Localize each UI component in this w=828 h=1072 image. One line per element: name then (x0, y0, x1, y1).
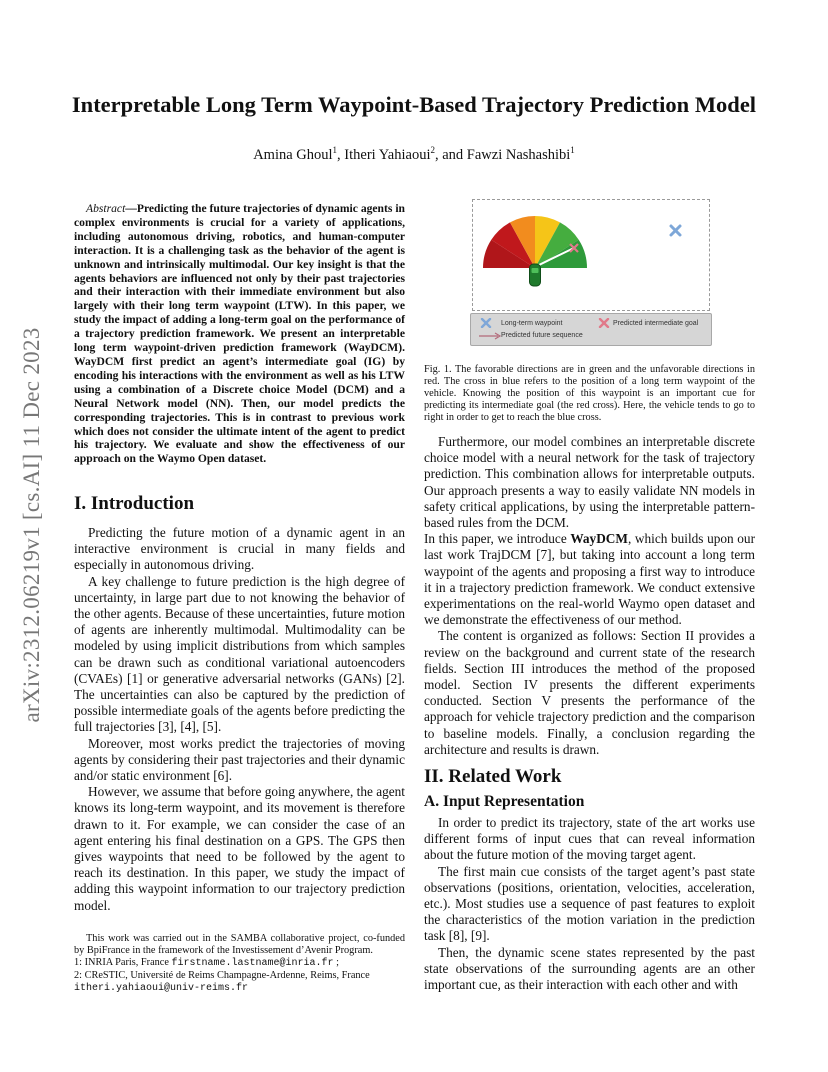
figure-1-drawing (473, 200, 709, 310)
author-list (60, 145, 768, 164)
author-1: Amina Ghoul (253, 146, 333, 163)
related-work-body (424, 815, 755, 993)
long-term-waypoint-cross-icon (671, 226, 680, 235)
legend-future-sequence: Predicted future sequence (501, 332, 583, 339)
author-and: , and (434, 146, 467, 163)
arxiv-id: arXiv:2312.06219v1 [cs.AI] 11 Dec 2023 (19, 327, 44, 723)
footnote-funding: This work was carried out in the SAMBA collaborative project, co-funded by BpiFrance in the framework of the Investissement d’Avenir Program. (74, 933, 405, 956)
abstract-text: Predicting the future trajectories of dynamic agents in complex environments is crucial for a variety of applications, including autonomous driving, robotics, and human-computer interaction. It is a challenging task as the behavior of the agent is unknown and intrinsically multimodal. Our key insight is that the agents behaviors are influenced not only by their past trajectories and their interaction with their immediate environment but also largely with their long term waypoint (LTW). In this paper, we study the impact of adding a long-term goal on the performance of a trajectory prediction framework. We present an interpretable long term waypoint-driven prediction framework (WayDCM). WayDCM first predict an agent’s intermediate goal (IG) by encoding his interactions with the environment as well as his LTW using a combination of a Discrete choice Model (DCM) and a Neural Network model (NN). Then, our model predicts the corresponding trajectories. This is in contrast to previous work which does not consider the ultimate intent of the agent to predict his trajectory. We evaluate and show the effectiveness of our approach on the Waymo Open dataset. (74, 202, 405, 466)
paragraph-waydcm-start: In this paper, we introduce (424, 531, 571, 547)
abstract-label: Abstract (86, 202, 126, 215)
legend-intermediate-goal: Predicted intermediate goal (613, 320, 699, 327)
intro-paragraph-4: However, we assume that before going anywhere, the agent knows its long-term waypoint, and its movement is therefore drawn to it. For example, we can consider the case of an agent entering his final destination on a GPS. The GPS then gives waypoints that need to be followed by the agent to reach its destination. In this paper, we study the impact of adding this waypoint information to our trajectory prediction model. (74, 784, 405, 913)
legend-blue-cross-icon (480, 318, 492, 328)
footnote-affiliation-2: 2: CReSTIC, Université de Reims Champagne-Ardenne, Reims, France (74, 970, 370, 981)
author-1-affil: 1 (332, 145, 338, 155)
paragraph-organization: The content is organized as follows: Section II provides a review on the background and current state of the research fields. Section III introduces the method of the proposed model. Section IV presents the different experiments conducted. Section V presents the performance of the approach for vehicle trajectory prediction and the comparison to baseline models. Finally, a conclusion regarding the architecture and results is drawn. (424, 628, 755, 757)
affiliation-1-email: firstname.lastname@inria.fr (171, 958, 334, 969)
footnote (74, 933, 405, 995)
legend-long-term-waypoint: Long-term waypoint (501, 320, 563, 327)
related-paragraph-3: Then, the dynamic scene states represented by the past state observations of the surrounding agents are an other important cue, as their interaction with each other and with (424, 944, 755, 993)
introduction-body (74, 525, 405, 914)
paragraph-furthermore: Furthermore, our model combines an interpretable discrete choice model with a neural network for the task of trajectory prediction. This combination allows for interpretable outputs. Our approach presents a way to easily validate NN models in safety critical applications, by using the interpretable pattern-based rules from the DCM. (424, 434, 755, 531)
abstract-dash: — (125, 202, 137, 215)
waydcm-name: WayDCM (570, 531, 628, 547)
right-column-text (424, 434, 755, 758)
author-3-affil: 1 (570, 145, 575, 155)
intro-paragraph-1: Predicting the future motion of a dynamic agent in an interactive environment is crucial in many fields and especially in autonomous driving. (74, 525, 405, 573)
footnote-affiliation-1 (74, 957, 405, 970)
intro-paragraph-3: Moreover, most works predict the trajectories of moving agents by considering their past trajectories and their dynamic and/or static environment [6]. (74, 735, 405, 784)
paragraph-waydcm (424, 531, 755, 628)
author-2: Itheri Yahiaoui (344, 146, 431, 163)
author-separator: , (337, 146, 345, 163)
affiliation-2-email: itheri.yahiaoui@univ-reims.fr (74, 983, 249, 994)
section-heading-introduction: I. Introduction (74, 493, 195, 514)
figure-1-scene (472, 199, 710, 311)
legend-pink-cross-icon (598, 318, 610, 328)
related-paragraph-2: The first main cue consists of the target agent’s past state observations (positions, orientation, velocities, acceleration, etc.). Most studies use a sequence of past features to exploit the characteristics of the motion variation in the prediction task [8], [9]. (424, 863, 755, 944)
affiliation-1-end: ; (333, 957, 339, 968)
legend-arrow-icon (478, 332, 502, 340)
author-2-affil: 2 (430, 145, 435, 155)
affiliation-1-text: 1: INRIA Paris, France (74, 957, 169, 968)
paper-title: Interpretable Long Term Waypoint-Based Trajectory Prediction Model (71, 92, 757, 117)
paragraph-waydcm-rest: , which builds upon our last work TrajDCM [7], but taking into account a long term waypoint of the agents and proposing a first way to introduce it in a trajectory prediction framework. We conduct extensive experimentations on the real-world Waymo open dataset and we demonstrate the effectiveness of our method. (424, 531, 755, 628)
abstract (74, 202, 405, 466)
figure-1-legend (470, 313, 712, 346)
figure-1-caption: Fig. 1. The favorable directions are in green and the unfavorable directions in red. The cross in blue refers to the position of a long term waypoint of the vehicle. Knowing the position of this waypoint is an important cue for predicting its intermediate goal (the red cross). Here, the vehicle tends to go to right in order to get to reach the blue cross. (424, 364, 755, 423)
arxiv-stamp (8, 290, 56, 760)
vehicle-window (532, 268, 539, 273)
author-3: Fawzi Nashashibi (466, 146, 571, 163)
section-heading-related-work: II. Related Work (424, 766, 562, 787)
intro-paragraph-2: A key challenge to future prediction is the high degree of uncertainty, in large part due to not knowing the behavior of the other agents. Because of these uncertainties, future motion of agents are inherently multimodal. Multimodality can be modeled by using implicit distributions from which samples can be drawn such as conditional variational autoencoders (CVAEs) [1] or generative adversarial networks (GANs) [2]. The uncertainties can also be captured by the prediction of possible intermediate goals of the agents before predicting the full trajectories [3], [4], [5]. (74, 573, 405, 735)
related-paragraph-1: In order to predict its trajectory, state of the art works use different forms of input cues that can reveal information about the future motion of the moving target agent. (424, 815, 755, 863)
subsection-heading-input-representation: A. Input Representation (424, 793, 585, 810)
vehicle-icon (530, 264, 541, 286)
